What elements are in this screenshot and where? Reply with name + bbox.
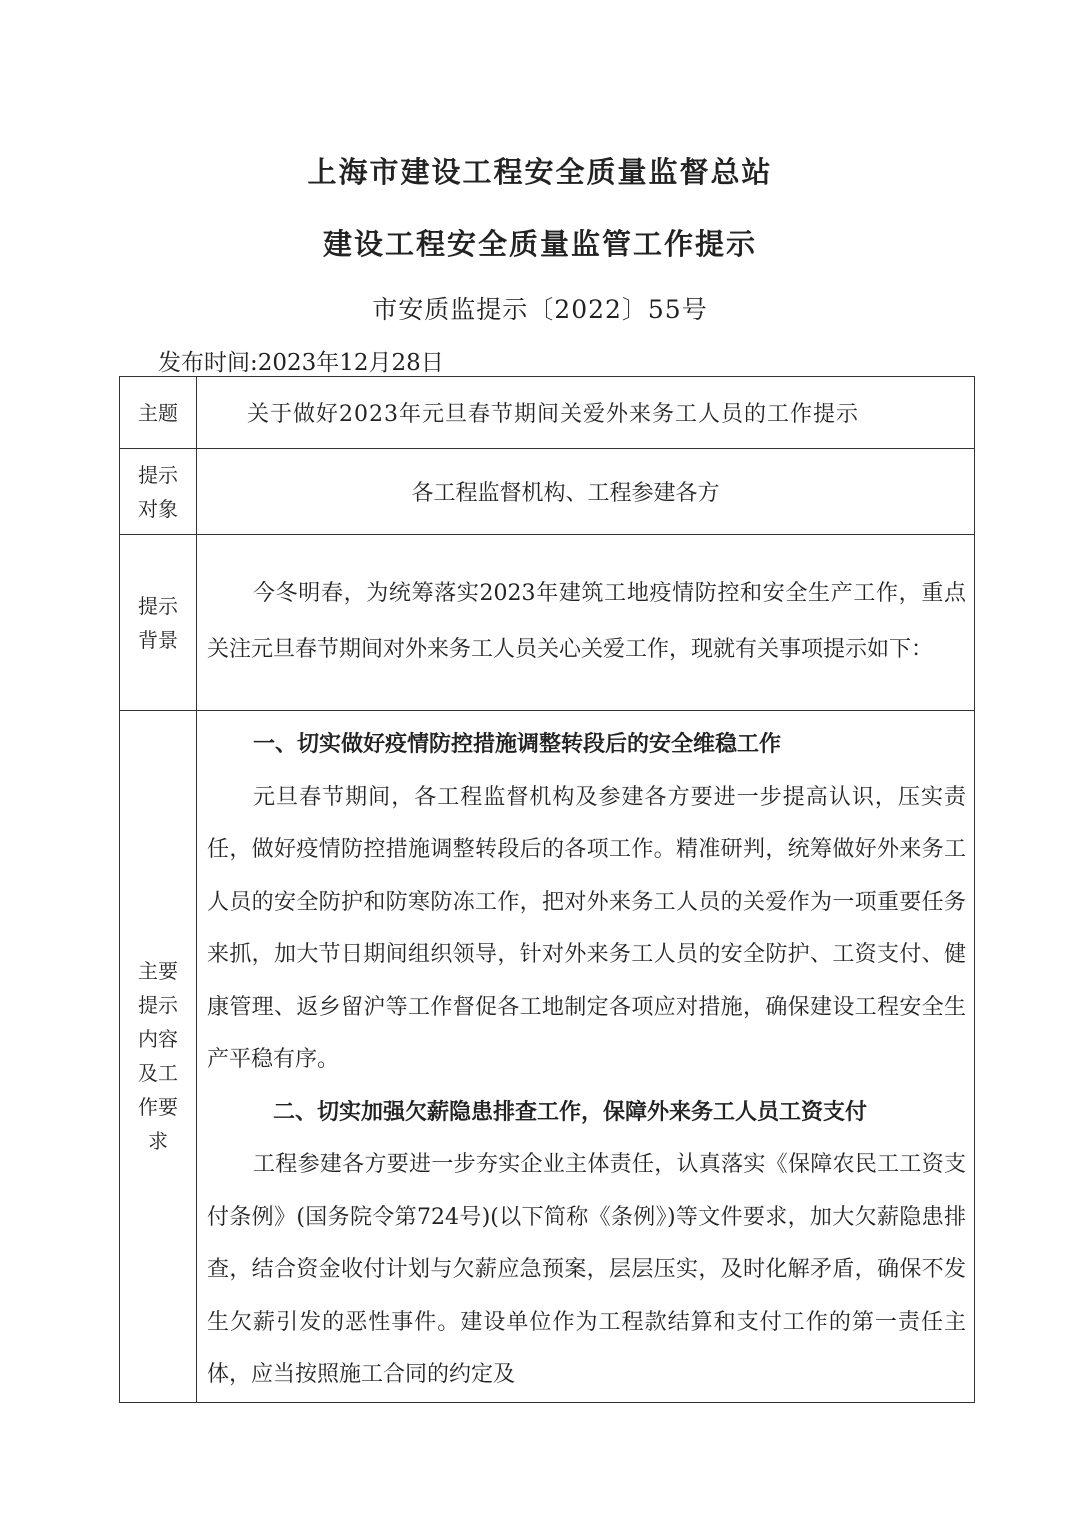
notice-table (119, 376, 975, 1403)
background-cell (197, 535, 975, 711)
main-label: 主要提示内容及工作要求 (138, 959, 178, 1154)
target-label: 提示对象 (138, 462, 178, 521)
section1-paragraph: 元旦春节期间，各工程监督机构及参建各方要进一步提高认识，压实责任，做好疫情防控措施调整转段后的各项工作。精准研判，统筹做好外来务工人员的安全防护和防寒防冻工作，把对外来务工人员的关爱作为一项重要任务来抓，加大节日期间组织领导，针对外来务工人员的安全防护、工资支付、健康管理、返乡留沪等工作督促各工地制定各项应对措施，确保建设工程安全生产平稳有序。 (207, 784, 966, 1072)
background-row (120, 535, 975, 711)
subject-label-cell (120, 377, 197, 449)
target-value: 各工程监督机构、工程参建各方 (197, 449, 975, 535)
document-number: 市安质监提示〔2022〕55号 (372, 295, 708, 324)
background-label: 提示背景 (138, 593, 178, 652)
target-row (120, 449, 975, 535)
subject-row (120, 377, 975, 449)
main-label-cell (120, 711, 197, 1403)
section2-heading: 二、切实加强欠薪隐患排查工作，保障外来务工人员工资支付 (273, 1099, 868, 1125)
main-content-row (120, 711, 975, 1403)
publish-date: 发布时间:2023年12月28日 (158, 350, 444, 376)
subject-label: 主题 (138, 400, 178, 425)
target-label-cell (120, 449, 197, 535)
background-label-cell (120, 535, 197, 711)
main-content-cell (197, 711, 975, 1403)
document-title-line1: 上海市建设工程安全质量监督总站 (307, 155, 773, 189)
section1-heading: 一、切实做好疫情防控措施调整转段后的安全维稳工作 (253, 732, 782, 757)
section2-paragraph: 工程参建各方要进一步夯实企业主体责任，认真落实《保障农民工工资支付条例》(国务院令第724号)(以下简称《条例》)等文件要求，加大欠薪隐患排查，结合资金收付计划与欠薪应急预案，层层压实，及时化解矛盾，确保不发生欠薪引发的恶性事件。建设单位作为工程款结算和支付工作的第一责任主体，应当按照施工合同的约定及 (207, 1152, 966, 1387)
subject-value: 关于做好2023年元旦春节期间关爱外来务工人员的工作提示 (197, 377, 975, 449)
document-title-line2: 建设工程安全质量监管工作提示 (322, 227, 757, 261)
background-paragraph: 今冬明春，为统筹落实2023年建筑工地疫情防控和安全生产工作，重点关注元旦春节期间对外来务工人员关心关爱工作，现就有关事项提示如下： (207, 580, 966, 662)
